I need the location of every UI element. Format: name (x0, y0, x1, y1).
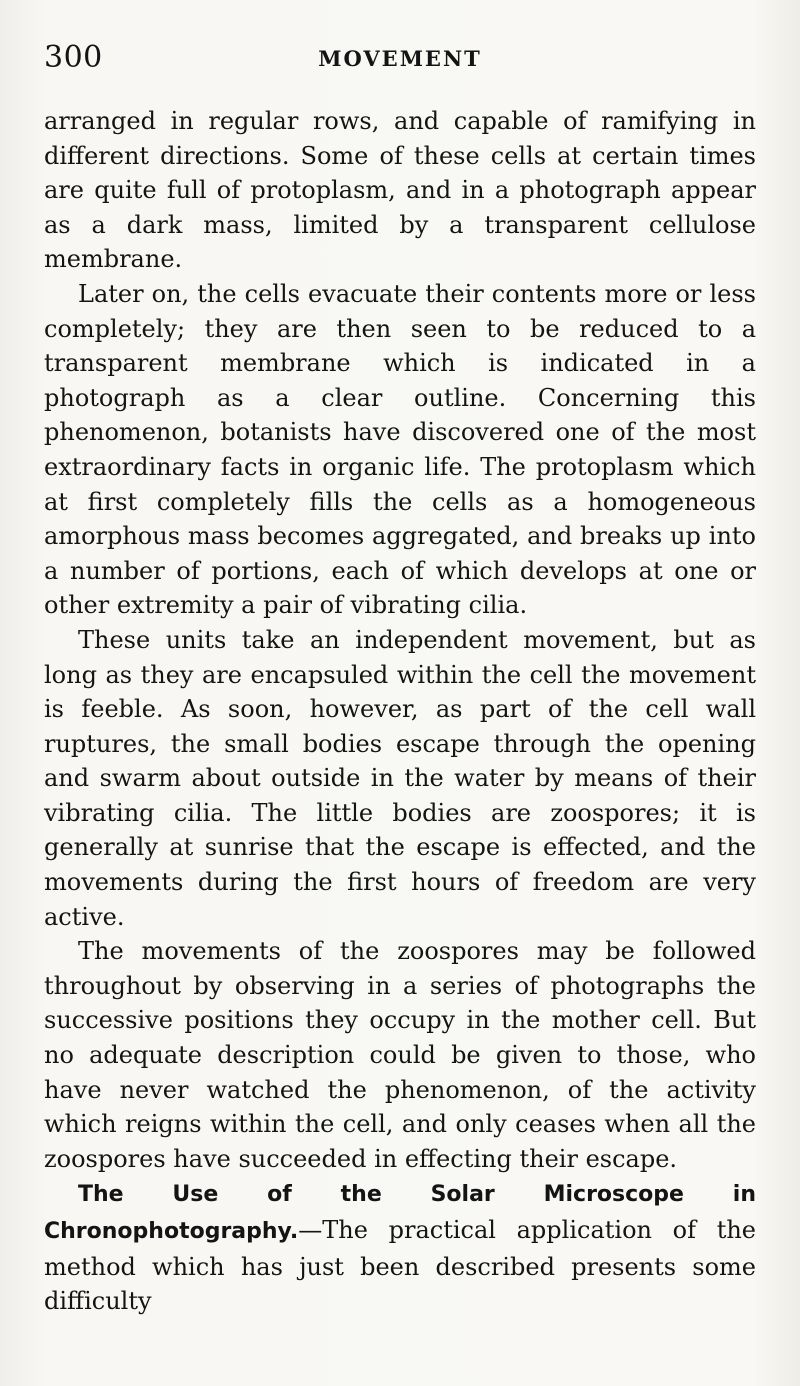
section-heading: The Use of the Solar Microscope in Chronophotography. (44, 1182, 756, 1244)
page-number: 300 (44, 40, 103, 75)
page-header (44, 40, 756, 78)
section-paragraph (44, 1176, 756, 1318)
running-head: MOVEMENT (318, 46, 482, 71)
body-text (44, 104, 756, 1319)
paragraph-4: The movements of the zoospores may be followed throughout by observing in a series of photographs the successive positions they occupy in the mother cell. But no adequate description could be given to those, who have never watched the phenomenon, of the activity which reigns within the cell, and only ceases when all the zoospores have succeeded in effecting their escape. (44, 937, 756, 1173)
paragraph-3: These units take an independent movement, but as long as they are encapsuled within the cell the movement is feeble. As soon, however, as part of the cell wall ruptures, the small bodies escape through the opening and swarm about outside in the water by means of their vibrating cilia. The little bodies are zoospores; it is generally at sunrise that the escape is effected, and the movements during the first hours of freedom are very active. (44, 625, 756, 931)
section-text: —The practical application of the method which has just been described presents some difficulty (44, 1216, 756, 1316)
paragraph-1: arranged in regular rows, and capable of ramifying in different directions. Some of these cells at certain times are quite full of protoplasm, and in a photograph appear as a dark mass, limited by a transparent cellulose membrane. (44, 107, 756, 274)
paragraph-2: Later on, the cells evacuate their contents more or less completely; they are then seen to be reduced to a transparent membrane which is indicated in a photograph as a clear outline. Concerning this phenomenon, botanists have discovered one of the most extraordinary facts in organic life. The protoplasm which at first completely fills the cells as a homogeneous amorphous mass becomes aggregated, and breaks up into a number of portions, each of which develops at one or other extremity a pair of vibrating cilia. (44, 279, 756, 620)
